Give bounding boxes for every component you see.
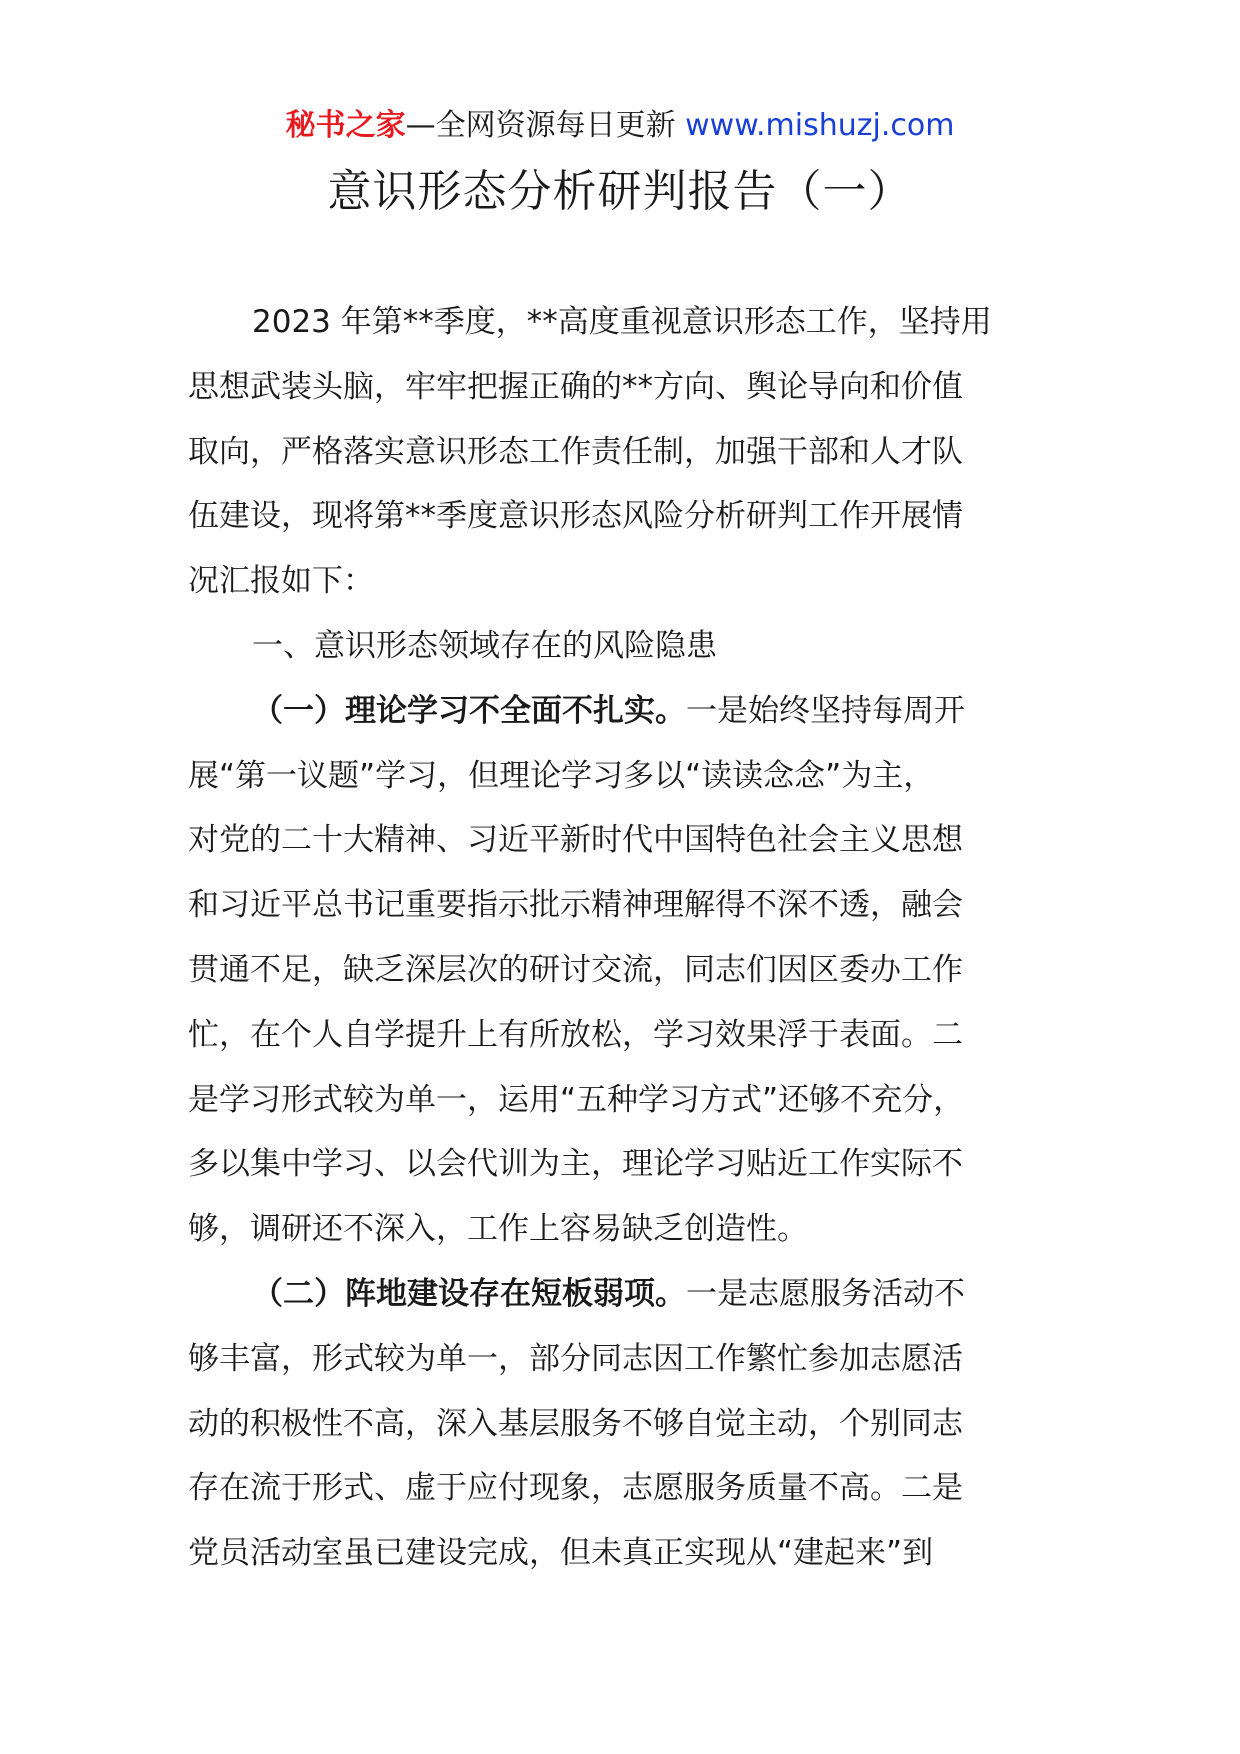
section-heading: 一、意识形态领域存在的风险隐患 [252,627,717,664]
item-paragraph-1 [188,679,1054,1262]
paragraph-line: 忙，在个人自学提升上有所放松，学习效果浮于表面。二 [188,1016,963,1053]
item-paragraph-2 [188,1262,1054,1586]
site-header [0,104,1240,148]
paragraph-line: 贯通不足，缺乏深层次的研讨交流，同志们因区委办工作 [188,951,963,988]
paragraph-line: 展“第一议题”学习，但理论学习多以“读读念念”为主， [188,757,935,794]
paragraph-line: 够丰富，形式较为单一，部分同志因工作繁忙参加志愿活 [188,1340,963,1377]
document-title: 意识形态分析研判报告（一） [327,166,913,217]
item-text: 一是志愿服务活动不 [686,1275,965,1312]
paragraph-line: 况汇报如下： [188,563,374,600]
paragraph-line: 思想武装头脑，牢牢把握正确的**方向、舆论导向和价值 [188,368,963,405]
paragraph-line [188,1262,1054,1327]
item-title: （一）理论学习不全面不扎实。 [252,692,686,729]
paragraph-line: 多以集中学习、以会代训为主，理论学习贴近工作实际不 [188,1146,963,1183]
paragraph-line: 伍建设，现将第**季度意识形态风险分析研判工作开展情 [188,498,963,535]
item-title: （二）阵地建设存在短板弱项。 [252,1275,686,1312]
paragraph-line: 党员活动室虽已建设完成，但未真正实现从“建起来”到 [188,1535,934,1572]
document-body [188,290,1054,1586]
paragraph-line: 是学习形式较为单一，运用“五种学习方式”还够不充分， [188,1081,965,1118]
site-url-link[interactable]: www.mishuzj.com [685,108,955,143]
intro-paragraph [188,290,1054,614]
paragraph-line: 2023 年第**季度，**高度重视意识形态工作，坚持用 [252,304,992,340]
paragraph-line: 取向，严格落实意识形态工作责任制，加强干部和人才队 [188,433,963,470]
paragraph-line [188,679,1054,744]
header-tagline: —全网资源每日更新 [405,108,686,143]
paragraph-line: 和习近平总书记重要指示批示精神理解得不深不透，融会 [188,887,963,924]
brand-name: 秘书之家 [285,108,406,143]
paragraph-line: 对党的二十大精神、习近平新时代中国特色社会主义思想 [188,822,963,859]
paragraph-line: 够，调研还不深入，工作上容易缺乏创造性。 [188,1211,808,1248]
paragraph-line: 动的积极性不高，深入基层服务不够自觉主动，个别同志 [188,1405,963,1442]
item-text: 一是始终坚持每周开 [686,692,965,729]
paragraph-line: 存在流于形式、虚于应付现象，志愿服务质量不高。二是 [188,1470,963,1507]
